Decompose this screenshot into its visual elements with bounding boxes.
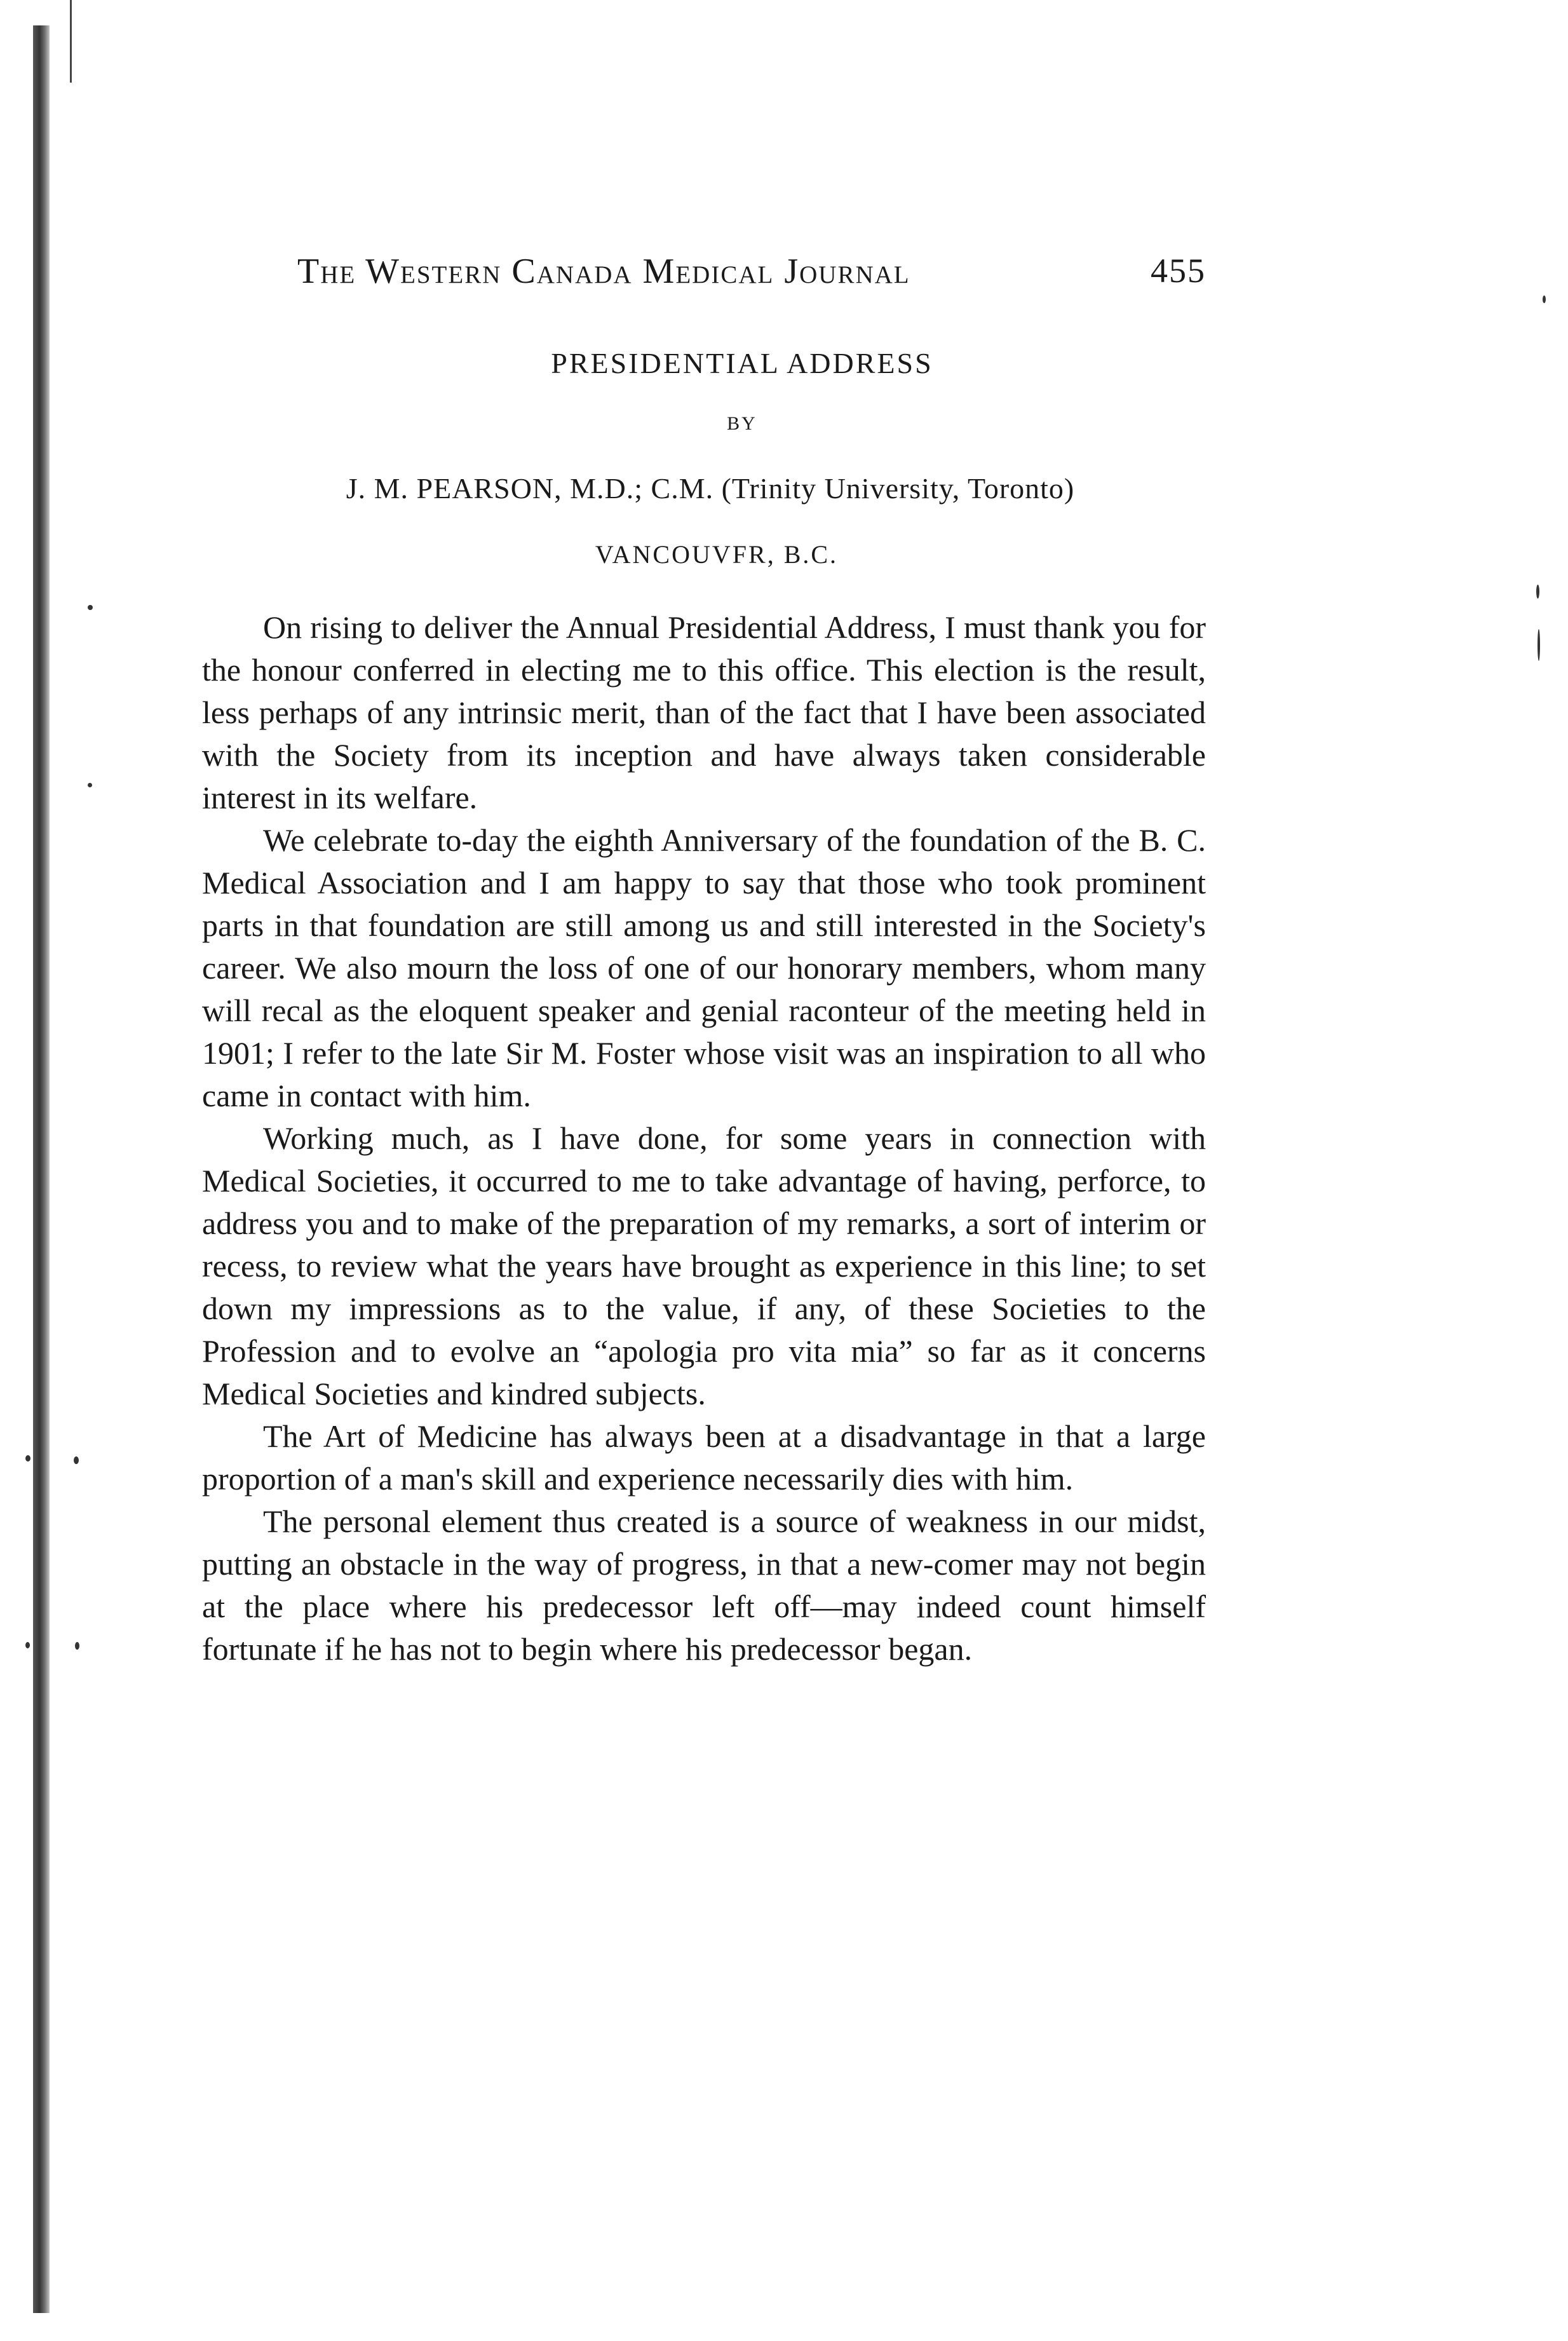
byline: BY [727, 413, 757, 434]
margin-speck [75, 1642, 79, 1650]
page-edge-line [70, 0, 72, 83]
page-binding-shadow [33, 25, 50, 2313]
paragraph: Working much, as I have done, for some years in connection with Medical Societies, it occurred to me to take advantage of having, perforce, to address you and to make of the preparation of my remarks, a sort of interim or recess, to review what the years have brought as experience in this line; to set down my impressions as to the value, if any, of these Societies to the Profession and to evolve an “apologia pro vita mia” so far as it concerns Medical Societies and kindred subjects. [202, 1120, 1206, 1411]
journal-title: The Western Canada Medical Journal [297, 252, 910, 291]
margin-speck [1536, 585, 1539, 599]
margin-speck [1543, 295, 1546, 303]
paragraph: On rising to deliver the Annual Presidential Address, I must thank you for the honour conferred in electing me to this office. This election is the result, less perhaps of any intrinsic merit, than of the fact that I have been associated with the Society from its inception and have always taken considerable interest in its welfare. [202, 609, 1206, 815]
margin-speck [25, 1642, 30, 1648]
article-body [202, 606, 1206, 1671]
margin-speck [74, 1456, 79, 1464]
paragraph: The Art of Medicine has always been at a disadvantage in that a large proportion of a man's skill and experience necessarily dies with him. [202, 1418, 1206, 1496]
author-location: VANCOUVFR, B.C. [595, 540, 839, 569]
journal-page [202, 251, 1206, 1671]
paragraph: We celebrate to-day the eighth Anniversary of the foundation of the B. C. Medical Association and I am happy to say that those who took prominent parts in that foundation are still among us and still interested in the Society's career. We also mourn the loss of one of our honorary members, whom many will recal as the eloquent speaker and genial raconteur of the meeting held in 1901; I refer to the late Sir M. Foster whose visit was an inspiration to all who came in contact with him. [202, 822, 1206, 1113]
paragraph: The personal element thus created is a source of weakness in our midst, putting an obstacle in the way of progress, in that a new-comer may not begin at the place where his predecessor left off—may indeed count himself fortunate if he has not to begin where his predecessor began. [202, 1503, 1206, 1667]
author-line: J. M. PEARSON, M.D.; C.M. (Trinity University, Toronto) [346, 472, 1075, 505]
running-header [202, 251, 1206, 302]
margin-speck [25, 1455, 30, 1462]
margin-speck [88, 783, 92, 787]
article-title: PRESIDENTIAL ADDRESS [551, 347, 933, 379]
margin-speck [88, 605, 93, 610]
margin-speck [1538, 629, 1540, 661]
page-number: 455 [1151, 252, 1206, 290]
